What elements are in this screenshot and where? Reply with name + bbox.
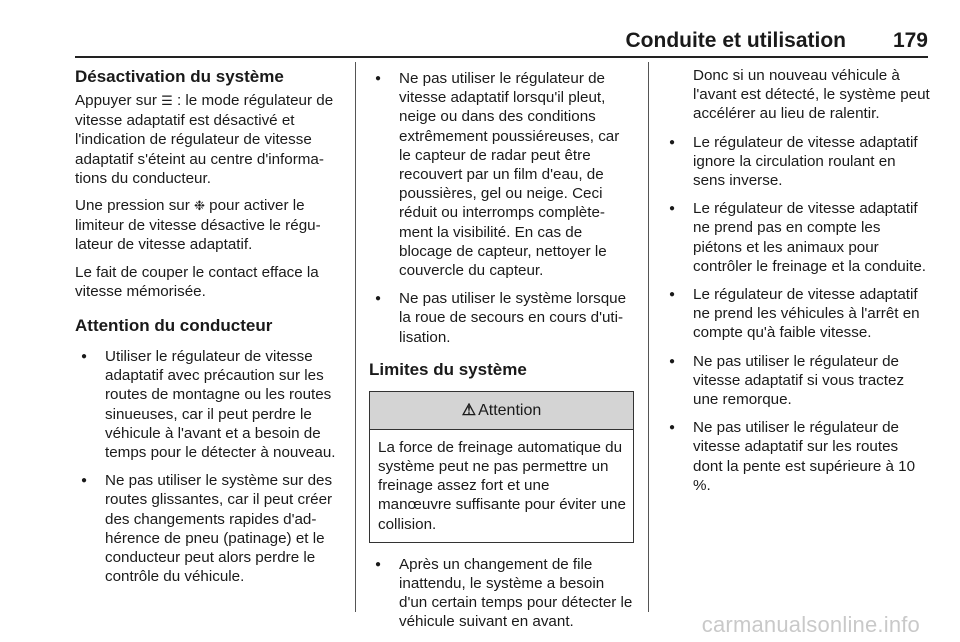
list-item: ● Le régulateur de vitesse adaptatif ne prend pas en compte les piétons et les animaux pour contrôler le freinage et la conduite. bbox=[663, 199, 931, 276]
page-number: 179 bbox=[892, 29, 928, 52]
column-1 bbox=[75, 66, 341, 595]
attention-title: Attention bbox=[478, 401, 542, 419]
column-divider-2 bbox=[648, 62, 649, 612]
column-3 bbox=[663, 66, 931, 504]
list-item: ● Après un changement de file inattendu, le système a besoin d'un certain temps pour détecter le véhicule suivant en avant. bbox=[369, 555, 634, 632]
speed-limiter-icon: ❉ bbox=[194, 199, 205, 215]
continued-text: Donc si un nouveau véhicule à l'avant est détecté, le système peut accélérer au lieu de ralentir. bbox=[693, 67, 930, 123]
list-item: ● Ne pas utiliser le régulateur de vitesse adaptatif lorsqu'il pleut, neige ou dans des conditions extrêmement poussiéreuses, car le capteur de radar peut être recouvert par un film d'eau, de poussières, gel ou neige. Ceci réduit ou interromps complète-ment la visibilité. En cas de blocage de capteur, nettoyer le couvercle du capteur. bbox=[369, 69, 634, 280]
subheading-system-limits: Limites du système bbox=[369, 359, 527, 379]
list-item: ● Ne pas utiliser le régulateur de vitesse adaptatif si vous tractez une remorque. bbox=[663, 352, 931, 410]
warning-triangle-icon: ⚠ bbox=[461, 401, 477, 419]
attention-box bbox=[369, 391, 634, 543]
paragraph-deactivate: Appuyer sur ☰ : le mode régulateur de vitesse adaptatif est désactivé et l'indication de régulateur de vitesse adaptatif s'éteint au centre d'informa-tions du conducteur. bbox=[75, 92, 334, 187]
column-2 bbox=[369, 69, 634, 641]
driver-attention-list bbox=[75, 347, 341, 586]
subheading-driver-attention: Attention du conducteur bbox=[75, 316, 273, 336]
paragraph-limiter: Une pression sur ❉ pour activer le limiteur de vitesse désactive le régu-lateur de vitesse adaptatif. bbox=[75, 197, 321, 254]
list-item: ● Le régulateur de vitesse adaptatif ne prend les véhicules à l'arrêt en compte qu'à faible vitesse. bbox=[663, 285, 931, 343]
list-item: ● Le régulateur de vitesse adaptatif ignore la circulation roulant en sens inverse. bbox=[663, 133, 931, 191]
list-item: ● Ne pas utiliser le régulateur de vitesse adaptatif sur les routes dont la pente est supérieure à 10 %. bbox=[663, 418, 931, 495]
conditions-list bbox=[369, 69, 634, 347]
attention-text: La force de freinage automatique du système peut ne pas permettre un freinage assez fort et une manœuvre suffisante pour éviter une collision. bbox=[378, 438, 626, 533]
list-item: ● Ne pas utiliser le système sur des routes glissantes, car il peut créer des changements rapides d'ad-hérence de pneu (patinage) et le conducteur peut alors perdre le contrôle du véhicule. bbox=[75, 471, 341, 586]
limits-list-continued bbox=[663, 133, 931, 495]
section-title-deactivation: Désactivation du système bbox=[75, 67, 284, 86]
list-item: ● Ne pas utiliser le système lorsque la roue de secours en cours d'uti-lisation. bbox=[369, 289, 634, 347]
limits-list bbox=[369, 555, 634, 632]
adaptive-cruise-icon: ☰ bbox=[161, 94, 173, 109]
list-item: ● Utiliser le régulateur de vitesse adaptatif avec précaution sur les routes de montagne ou les routes sinueuses, car il peut perdre le véhicule à l'avant et a besoin de temps pour le détecter à nouveau. bbox=[75, 347, 341, 462]
header-divider bbox=[75, 56, 928, 58]
paragraph-ignition: Le fait de couper le contact efface la vitesse mémorisée. bbox=[75, 263, 319, 300]
page-header bbox=[75, 28, 928, 53]
column-divider-1 bbox=[355, 62, 356, 612]
chapter-title: Conduite et utilisation bbox=[625, 29, 846, 52]
watermark: carmanualsonline.info bbox=[701, 612, 920, 637]
attention-header bbox=[370, 392, 633, 430]
